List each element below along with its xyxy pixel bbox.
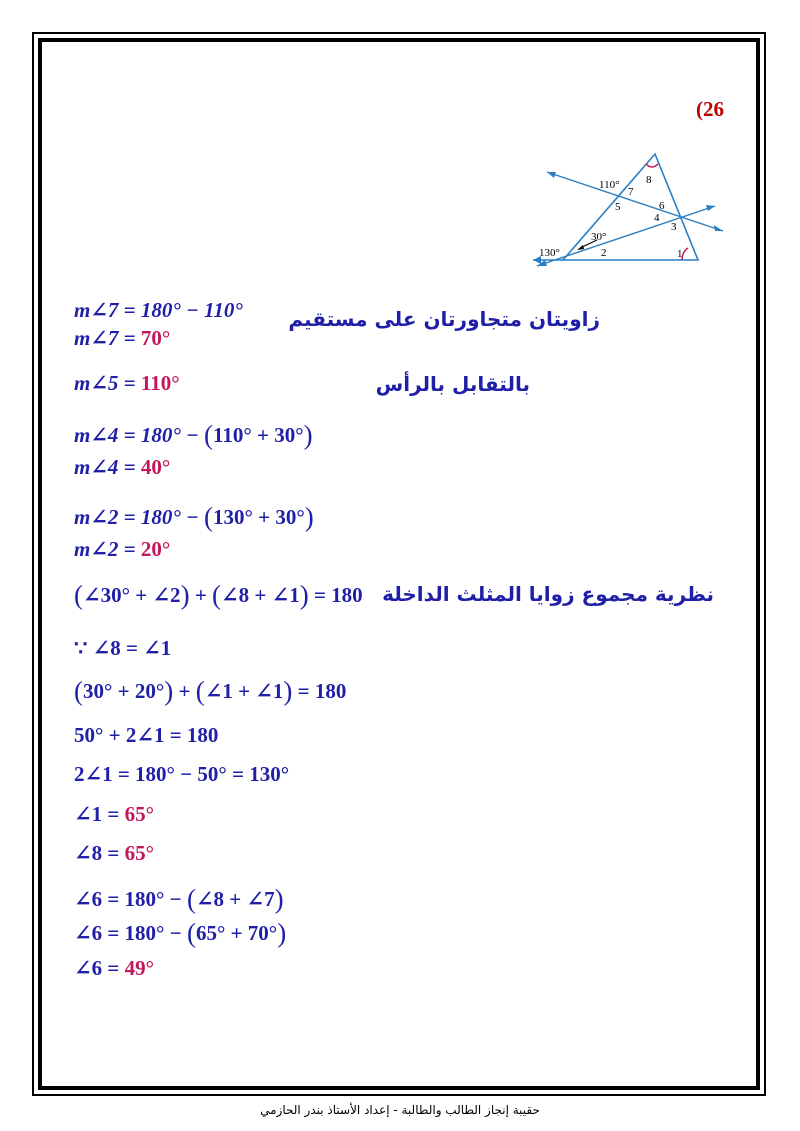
- step-1-answer: 70°: [140, 326, 171, 350]
- step-3-line-2: m∠4 = 40°: [74, 455, 171, 479]
- step-10-answer: 65°: [124, 802, 154, 826]
- step-4-line-1: m∠2 = 180° − (130° + 30°): [74, 502, 314, 532]
- figure-angle-7: 7: [628, 186, 634, 198]
- figure-label-30: 30°: [591, 231, 607, 243]
- step-1-reason: زاويتان متجاورتان على مستقيم: [288, 307, 600, 331]
- step-3-answer: 40°: [140, 455, 171, 479]
- figure-label-130: 130°: [539, 247, 560, 259]
- step-11-line: ∠8 = 65°: [74, 841, 154, 865]
- step-6-line: ∵ ∠8 = ∠1: [74, 636, 172, 660]
- triangle-figure: [525, 148, 735, 273]
- step-12-line: ∠6 = 180° − (∠8 + ∠7): [74, 884, 284, 914]
- step-8-line: 50° + 2∠1 = 180: [74, 723, 219, 747]
- step-7-line: (30° + 20°) + (∠1 + ∠1) = 180: [74, 676, 347, 706]
- step-1-line-2: m∠7 = 70°: [74, 326, 171, 350]
- step-4-line-2: m∠2 = 20°: [74, 537, 171, 561]
- figure-angle-4: 4: [654, 212, 660, 224]
- step-2-line: m∠5 = 110°: [74, 371, 180, 395]
- figure-angle-3: 3: [671, 221, 677, 233]
- step-1-line-1: m∠7 = 180° − 110°: [74, 298, 243, 322]
- figure-angle-1: 1: [677, 248, 683, 260]
- figure-angle-8: 8: [646, 174, 652, 186]
- step-3-line-1: m∠4 = 180° − (110° + 30°): [74, 420, 313, 450]
- step-13-line: ∠6 = 180° − (65° + 70°): [74, 918, 287, 948]
- page-footer: حقيبة إنجاز الطالب والطالبة - إعداد الأستاذ بندر الحازمي: [260, 1103, 540, 1117]
- step-9-line: 2∠1 = 180° − 50° = 130°: [74, 762, 290, 786]
- figure-angle-5: 5: [615, 201, 621, 213]
- step-14-line: ∠6 = 49°: [74, 956, 154, 980]
- step-5-line: (∠30° + ∠2) + (∠8 + ∠1) = 180: [74, 580, 363, 610]
- step-5-reason: نظرية مجموع زوايا المثلث الداخلة: [382, 582, 714, 606]
- step-2-reason: بالتقابل بالرأس: [375, 372, 530, 396]
- figure-label-110: 110°: [599, 179, 620, 191]
- step-4-answer: 20°: [140, 537, 171, 561]
- figure-angle-6: 6: [659, 200, 665, 212]
- problem-number: (26: [696, 97, 724, 121]
- step-11-answer: 65°: [124, 841, 154, 865]
- step-2-answer: 110°: [140, 371, 180, 395]
- figure-angle-2: 2: [601, 247, 607, 259]
- step-10-line: ∠1 = 65°: [74, 802, 154, 826]
- step-14-answer: 49°: [124, 956, 154, 980]
